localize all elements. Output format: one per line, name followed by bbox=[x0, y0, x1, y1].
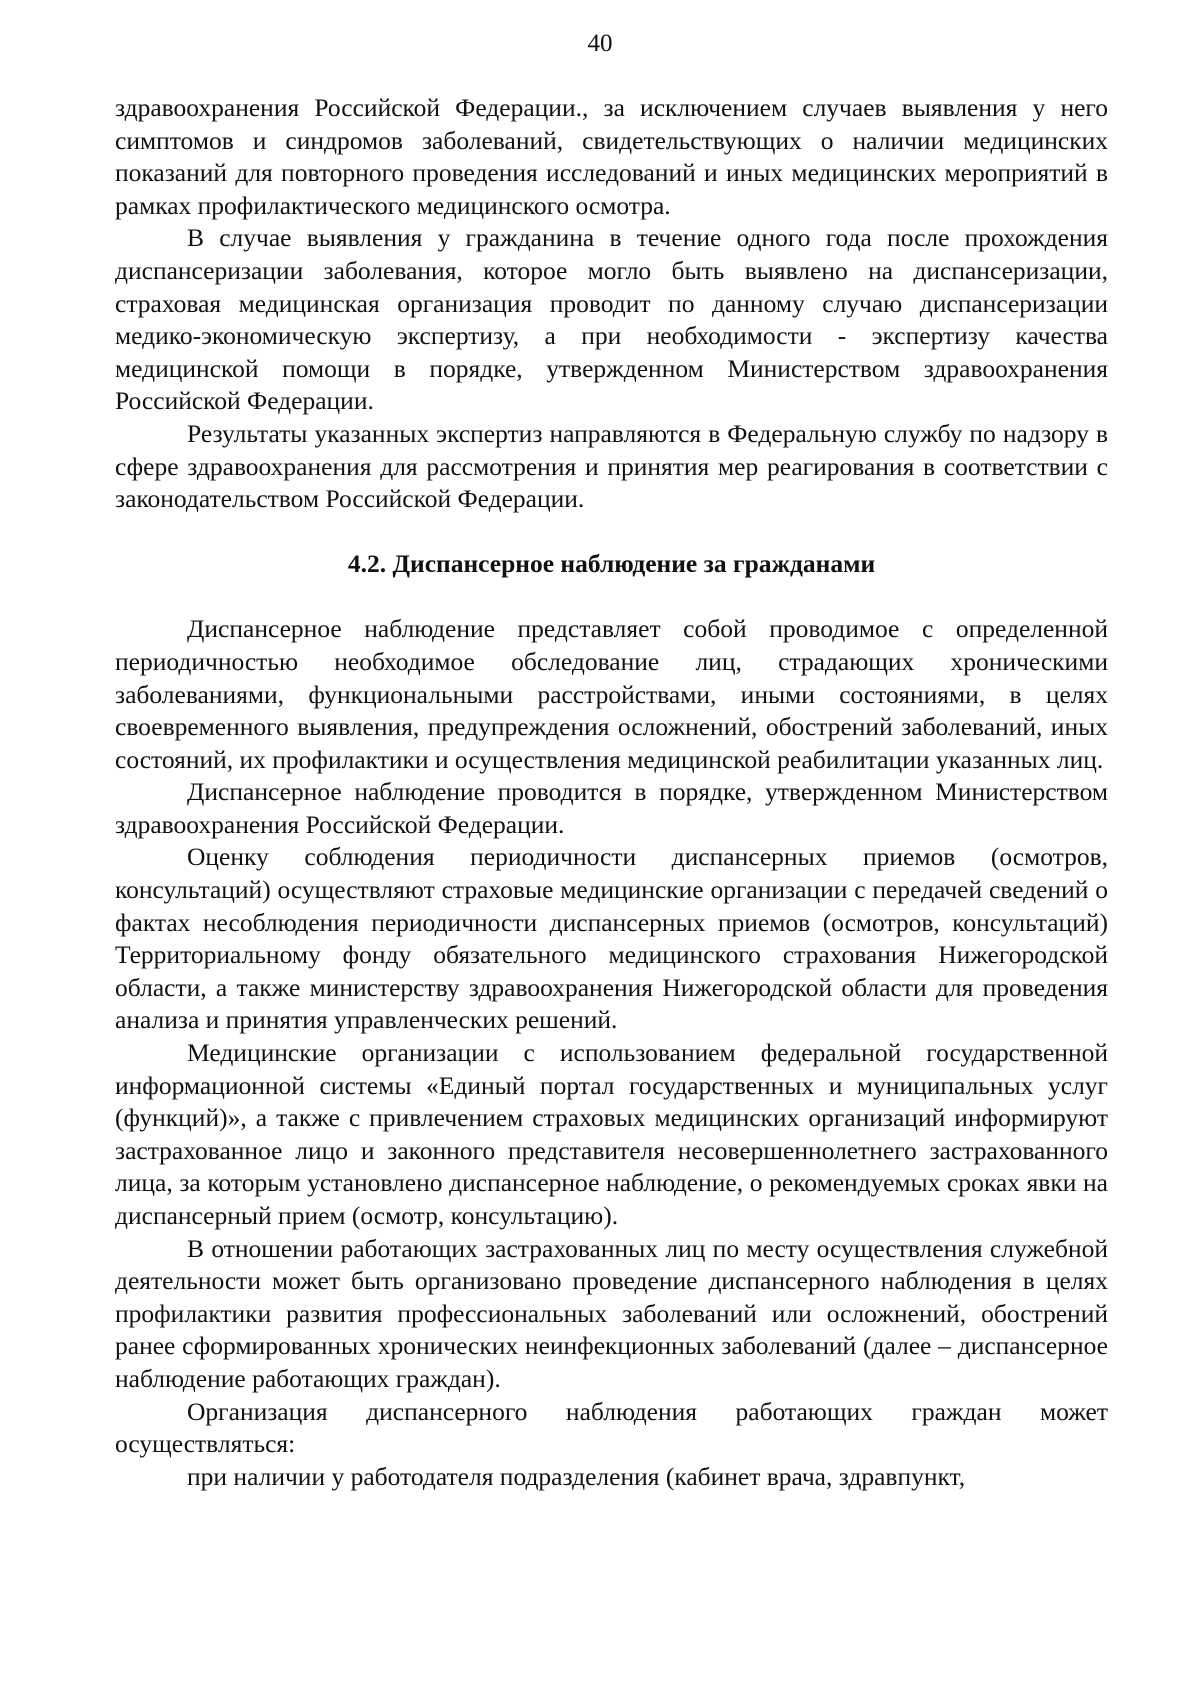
paragraph-continuation: здравоохранения Российской Федерации., за исключением случаев выявления у него симптомов и синдромов заболеваний, свидетельствующих о наличии медицинских показаний для повторного проведения исследований и иных медицинских мероприятий в рамках профилактического медицинского осмотра. bbox=[115, 93, 1108, 220]
page-number: 40 bbox=[587, 30, 613, 57]
paragraph-expertise: В случае выявления у гражданина в течение одного года после прохождения диспансеризации заболевания, которое могло быть выявлено на диспансеризации, страховая медицинская организация проводит по данному случаю диспансеризации медико-экономическую экспертизу, а при необходимости - экспертизу качества медицинской помощи в порядке, утвержденном Министерством здравоохранения Российской Федерации. bbox=[115, 223, 1108, 416]
paragraph-organization: Организация диспансерного наблюдения работающих граждан может осуществляться: bbox=[115, 1396, 1108, 1459]
paragraph-procedure: Диспансерное наблюдение проводится в порядке, утвержденном Министерством здравоохранения Российской Федерации. bbox=[115, 777, 1108, 839]
paragraph-expertise-results: Результаты указанных экспертиз направляются в Федеральную службу по надзору в сфере здравоохранения для рассмотрения и принятия мер реагирования в соответствии с законодательством Российской Федерации. bbox=[115, 418, 1108, 514]
paragraph-periodicity-assessment: Оценку соблюдения периодичности диспансерных приемов (осмотров, консультаций) осуществляют страховые медицинские организации с передачей сведений о фактах несоблюдения периодичности диспансерных приемов (осмотров, консультаций) Территориальному фонду обязательного медицинского страхования Нижегородской области, а также министерству здравоохранения Нижегородской области для проведения анализа и принятия управленческих решений. bbox=[115, 842, 1108, 1035]
section-title: 4.2. Диспансерное наблюдение за гражданами bbox=[347, 548, 876, 578]
document-body bbox=[115, 92, 1108, 1493]
paragraph-employer-unit: при наличии у работодателя подразделения (кабинет врача, здравпункт, bbox=[187, 1461, 966, 1491]
paragraph-definition: Диспансерное наблюдение представляет собой проводимое с определенной периодичностью необходимое обследование лиц, страдающих хроническими заболеваниями, функциональными расстройствами, иными состояниями, в целях своевременного выявления, предупреждения осложнений, обострений заболеваний, иных состояний, их профилактики и осуществления медицинской реабилитации указанных лиц. bbox=[115, 614, 1108, 774]
paragraph-informing: Медицинские организации с использованием федеральной государственной информационной системы «Единый портал государственных и муниципальных услуг (функций)», а также с привлечением страховых медицинских организаций информируют застрахованное лицо и законного представителя несовершеннолетнего застрахованного лица, за которым установлено диспансерное наблюдение, о рекомендуемых сроках явки на диспансерный прием (осмотр, консультацию). bbox=[115, 1038, 1108, 1230]
paragraph-working-persons: В отношении работающих застрахованных лиц по месту осуществления служебной деятельности может быть организовано проведение диспансерного наблюдения в целях профилактики развития профессиональных заболеваний или осложнений, обострений ранее сформированных хронических неинфекционных заболеваний (далее – диспансерное наблюдение работающих граждан). bbox=[115, 1233, 1108, 1393]
